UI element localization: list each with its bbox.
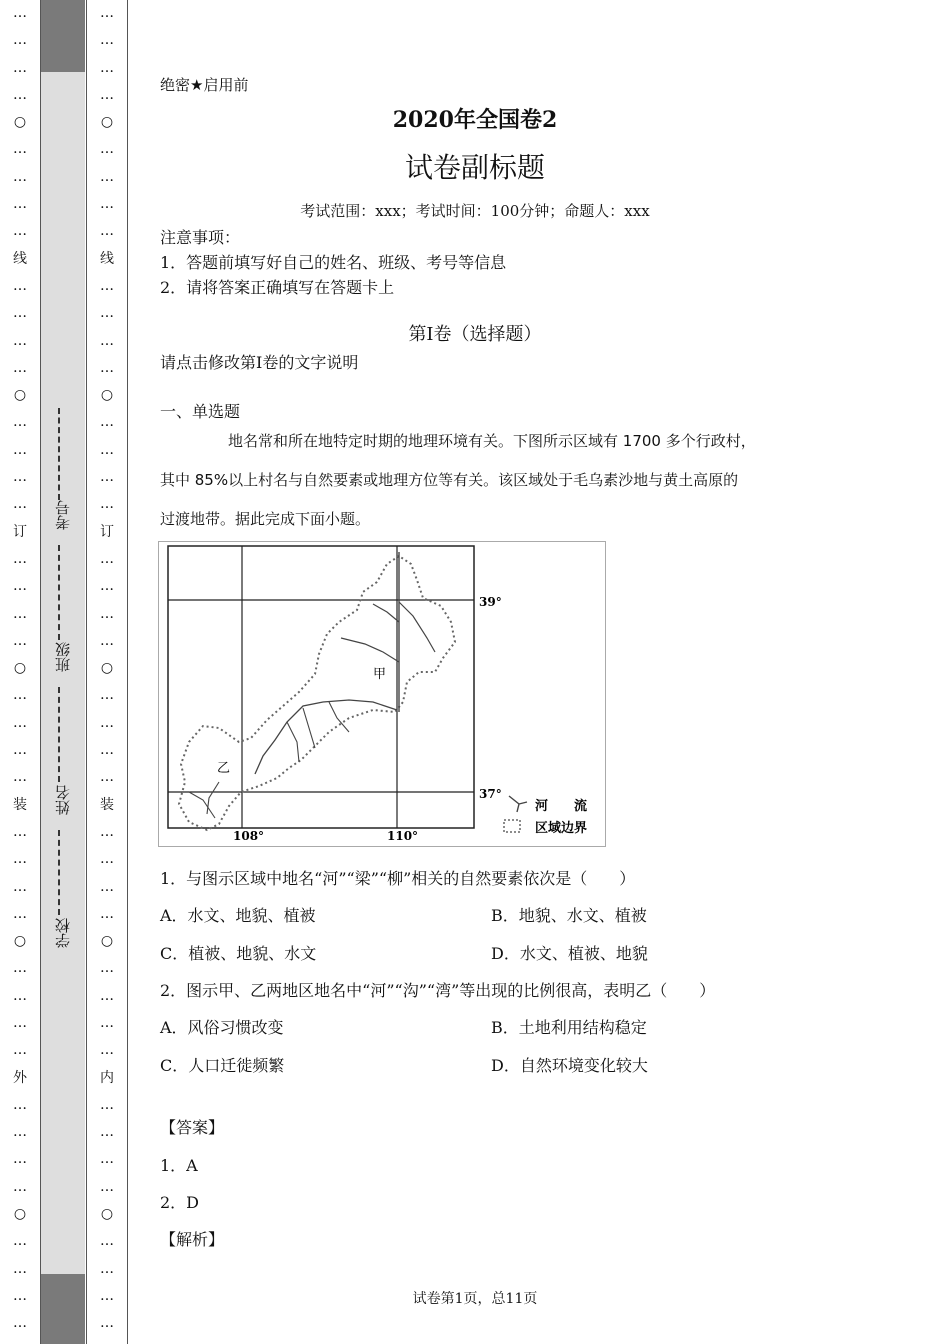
legend-river-icon bbox=[509, 796, 527, 812]
binding-mark: … bbox=[100, 987, 114, 1004]
region-map bbox=[158, 541, 606, 847]
binding-mark: … bbox=[13, 5, 27, 21]
binding-mark: … bbox=[13, 742, 27, 759]
binding-mark: 装 bbox=[13, 796, 27, 813]
section-title: 第I卷（选择题） bbox=[408, 324, 542, 345]
binding-mark: … bbox=[100, 1233, 114, 1250]
binding-mark: … bbox=[100, 277, 114, 294]
binding-mark: … bbox=[100, 878, 114, 895]
binding-mark: … bbox=[100, 687, 114, 704]
river bbox=[329, 702, 349, 732]
passage-line: 其中 85%以上村名与自然要素或地理方位等有关。该区域处于毛乌素沙地与黄土高原的 bbox=[160, 471, 739, 489]
question-1-option-d: D．水文、植被、地貌 bbox=[491, 944, 648, 963]
lon-110-label: 110° bbox=[387, 829, 419, 843]
binding-mark: … bbox=[13, 1124, 27, 1141]
binding-mark: … bbox=[100, 1014, 114, 1031]
binding-mark: … bbox=[100, 305, 114, 322]
question-2-option-d: D．自然环境变化较大 bbox=[491, 1056, 648, 1075]
binding-mark: … bbox=[100, 168, 114, 185]
binding-mark: … bbox=[100, 851, 114, 868]
question-1-option-c: C．植被、地貌、水文 bbox=[160, 944, 317, 963]
class-field: 班级 bbox=[54, 642, 72, 672]
binding-mark: … bbox=[100, 578, 114, 595]
binding-mark: 装 bbox=[100, 796, 114, 813]
binding-mark: ○ bbox=[13, 114, 27, 131]
binding-mark: … bbox=[13, 851, 27, 868]
passage bbox=[160, 422, 792, 539]
river bbox=[189, 792, 215, 818]
binding-mark: … bbox=[13, 1233, 27, 1250]
binding-mark: … bbox=[13, 141, 27, 158]
binding-mark: … bbox=[13, 632, 27, 649]
binding-mark: … bbox=[13, 1287, 27, 1304]
binding-mark: … bbox=[13, 196, 27, 213]
binding-mark: … bbox=[13, 905, 27, 922]
lon-108-label: 108° bbox=[233, 829, 265, 843]
binding-mark: … bbox=[13, 1260, 27, 1277]
binding-mark: … bbox=[13, 987, 27, 1004]
label-yi: 乙 bbox=[217, 761, 231, 776]
binding-mark: … bbox=[100, 742, 114, 759]
binding-mark: … bbox=[13, 878, 27, 895]
binding-mark: … bbox=[13, 469, 27, 486]
answer-heading: 【答案】 bbox=[160, 1118, 225, 1137]
binding-mark: … bbox=[100, 1260, 114, 1277]
binding-mark: … bbox=[13, 550, 27, 567]
binding-mark: … bbox=[100, 359, 114, 376]
river bbox=[373, 604, 399, 622]
binding-mark: … bbox=[13, 578, 27, 595]
binding-mark: ○ bbox=[13, 1206, 27, 1223]
binding-mark: … bbox=[100, 332, 114, 349]
binding-mark: … bbox=[100, 86, 114, 103]
page-footer: 试卷第1页，总11页 bbox=[412, 1291, 538, 1307]
binding-mark: … bbox=[100, 960, 114, 977]
binding-mark: 线 bbox=[100, 250, 114, 267]
exam-subtitle: 试卷副标题 bbox=[404, 151, 545, 184]
exam-meta: 考试范围：xxx；考试时间：100分钟；命题人：xxx bbox=[300, 202, 650, 220]
binding-mark: 外 bbox=[13, 1069, 27, 1086]
binding-mark: … bbox=[100, 632, 114, 649]
binding-mark: … bbox=[100, 1096, 114, 1113]
binding-mark: 订 bbox=[13, 523, 27, 540]
question-2-option-c: C．人口迁徙频繁 bbox=[160, 1056, 285, 1075]
passage-line: 地名常和所在地特定时期的地理环境有关。下图所示区域有 1700 多个行政村， bbox=[228, 432, 756, 450]
binding-mark: … bbox=[13, 441, 27, 458]
binding-mark: … bbox=[13, 1096, 27, 1113]
binding-mark: … bbox=[13, 223, 27, 240]
name-field: 姓名 bbox=[54, 785, 72, 815]
exam-number-field: 考号 bbox=[54, 500, 72, 530]
binding-mark: ○ bbox=[100, 933, 114, 950]
binding-mark: ○ bbox=[13, 660, 27, 677]
label-jia: 甲 bbox=[373, 667, 387, 682]
binding-mark: ○ bbox=[13, 387, 27, 404]
answer-item: 1．A bbox=[160, 1156, 198, 1175]
binding-mark: … bbox=[100, 141, 114, 158]
binding-mark: … bbox=[100, 1178, 114, 1195]
binding-mark: … bbox=[13, 1315, 27, 1332]
legend-border-label: 区域边界 bbox=[535, 821, 588, 836]
binding-mark: … bbox=[100, 414, 114, 431]
river bbox=[399, 602, 435, 652]
binding-mark: … bbox=[100, 1151, 114, 1168]
binding-mark: … bbox=[100, 550, 114, 567]
question-2-option-b: B．土地利用结构稳定 bbox=[491, 1018, 647, 1037]
binding-mark: ○ bbox=[100, 1206, 114, 1223]
binding-mark: … bbox=[100, 59, 114, 76]
question-2-stem: 2．图示甲、乙两地区地名中“河”“沟”“湾”等出现的比例很高，表明乙（ ） bbox=[160, 981, 716, 1000]
part-heading: 一、单选题 bbox=[160, 402, 241, 421]
question-2-option-a: A．风俗习惯改变 bbox=[160, 1018, 284, 1037]
binding-mark: … bbox=[13, 1042, 27, 1059]
question-1-option-a: A．水文、地貌、植被 bbox=[160, 906, 316, 925]
binding-mark: … bbox=[13, 687, 27, 704]
binding-mark: … bbox=[13, 823, 27, 840]
binding-mark: … bbox=[100, 823, 114, 840]
binding-mark: … bbox=[13, 605, 27, 622]
binding-mark: … bbox=[13, 714, 27, 731]
binding-mark: … bbox=[100, 605, 114, 622]
binding-mark: … bbox=[100, 769, 114, 786]
river bbox=[303, 708, 315, 748]
secret-label: 绝密★启用前 bbox=[160, 76, 249, 94]
binding-mark: … bbox=[100, 1042, 114, 1059]
binding-mark: … bbox=[13, 359, 27, 376]
binding-mark: … bbox=[13, 496, 27, 513]
binding-mark: … bbox=[13, 59, 27, 76]
binding-mark: … bbox=[13, 332, 27, 349]
binding-mark: … bbox=[13, 277, 27, 294]
note-item: 2．请将答案正确填写在答题卡上 bbox=[160, 278, 395, 297]
binding-mark: 订 bbox=[100, 523, 114, 540]
binding-mark: … bbox=[13, 1178, 27, 1195]
answer-item: 2．D bbox=[160, 1193, 200, 1212]
river bbox=[287, 722, 299, 762]
binding-mark: … bbox=[13, 305, 27, 322]
binding-mark: … bbox=[13, 32, 27, 49]
binding-mark: 线 bbox=[13, 250, 27, 267]
binding-mark: … bbox=[13, 86, 27, 103]
map-svg bbox=[159, 542, 605, 846]
binding-mark: ○ bbox=[100, 660, 114, 677]
binding-mark: … bbox=[100, 496, 114, 513]
notes-heading: 注意事项： bbox=[160, 228, 241, 247]
binding-mark: … bbox=[100, 1287, 114, 1304]
binding-mark: … bbox=[100, 469, 114, 486]
binding-mark: … bbox=[100, 32, 114, 49]
legend-border-icon bbox=[504, 820, 520, 832]
question-1-option-b: B．地貌、水文、植被 bbox=[491, 906, 647, 925]
binding-mark: … bbox=[100, 714, 114, 731]
binding-mark: … bbox=[13, 1151, 27, 1168]
river bbox=[341, 638, 399, 662]
passage-line: 过渡地带。据此完成下面小题。 bbox=[160, 510, 371, 528]
section-description: 请点击修改第I卷的文字说明 bbox=[160, 353, 359, 372]
binding-mark: … bbox=[100, 223, 114, 240]
region-border bbox=[179, 556, 455, 830]
binding-mark: ○ bbox=[100, 114, 114, 131]
binding-mark: … bbox=[13, 960, 27, 977]
legend-river-label: 河 流 bbox=[535, 799, 588, 814]
binding-mark: … bbox=[100, 5, 114, 21]
binding-mark: … bbox=[13, 414, 27, 431]
lat-37-label: 37° bbox=[479, 787, 502, 801]
question-1-stem: 1．与图示区域中地名“河”“梁”“柳”相关的自然要素依次是（ ） bbox=[160, 869, 636, 888]
note-item: 1．答题前填写好自己的姓名、班级、考号等信息 bbox=[160, 253, 507, 272]
binding-mark: … bbox=[13, 168, 27, 185]
binding-mark: ○ bbox=[13, 933, 27, 950]
exam-title: 2020年全国卷2 bbox=[392, 107, 558, 133]
binding-mark: … bbox=[100, 1315, 114, 1332]
binding-mark: … bbox=[100, 441, 114, 458]
binding-mark: … bbox=[13, 769, 27, 786]
analysis-heading: 【解析】 bbox=[160, 1230, 225, 1249]
binding-column-left bbox=[0, 0, 41, 1344]
binding-mark: … bbox=[100, 1124, 114, 1141]
school-field: 学校 bbox=[54, 918, 72, 948]
lat-39-label: 39° bbox=[479, 595, 502, 609]
binding-mark: … bbox=[13, 1014, 27, 1031]
binding-mark: ○ bbox=[100, 387, 114, 404]
binding-mark: … bbox=[100, 905, 114, 922]
binding-column-right bbox=[86, 0, 128, 1344]
binding-mark: … bbox=[100, 196, 114, 213]
binding-mark: 内 bbox=[100, 1069, 114, 1086]
